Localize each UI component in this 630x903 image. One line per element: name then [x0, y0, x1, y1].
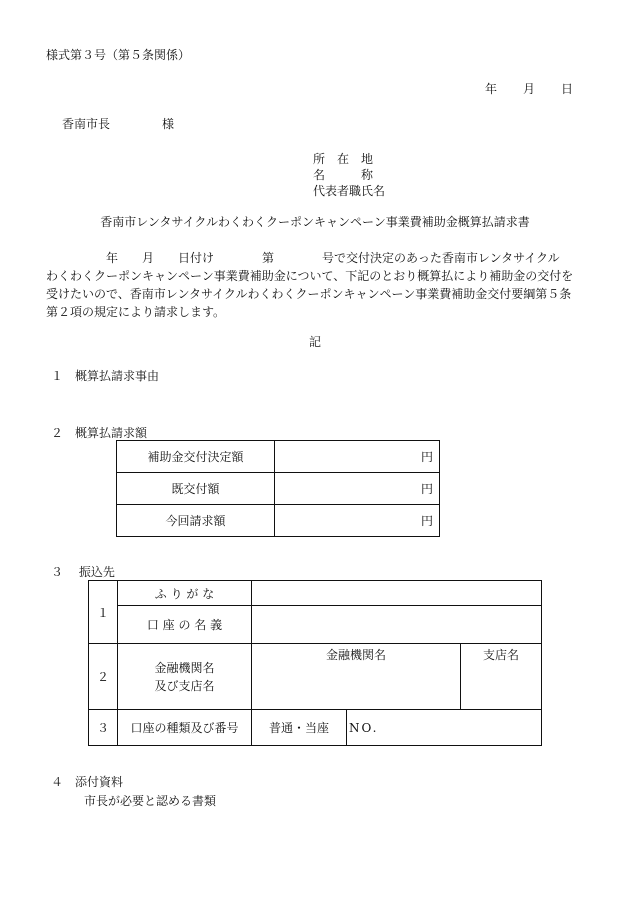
table-row — [89, 581, 542, 606]
body-line: 第２項の規定により請求します。 — [46, 305, 226, 319]
bank-account-table — [88, 580, 542, 746]
table-row — [117, 505, 440, 537]
branch-name-header: 支店名 — [482, 648, 519, 662]
addressee-honorific: 様 — [162, 117, 175, 131]
amount-table — [116, 440, 440, 537]
applicant-name-label: 名 称 — [313, 168, 374, 182]
attachment-item: 市長が必要と認める書類 — [84, 794, 217, 808]
amount-label: 今回請求額 — [117, 505, 275, 537]
account-type-option[interactable]: 普通・当座 — [252, 710, 347, 746]
branch-name-field[interactable] — [460, 644, 541, 710]
bank-branch-label — [118, 644, 252, 710]
furigana-label: ふ り が な — [118, 581, 252, 606]
amount-value-field[interactable]: 円 — [275, 441, 440, 473]
bank-branch-label-line: 及び支店名 — [154, 678, 215, 693]
table-row — [117, 441, 440, 473]
body-line: わくわくクーポンキャンペーン事業費補助金について、下記のとおり概算払により補助金の交付を — [46, 269, 574, 283]
amount-label: 補助金交付決定額 — [117, 441, 275, 473]
date-month-label: 月 — [523, 82, 536, 96]
row-number: ２ — [89, 644, 118, 710]
amount-value-field[interactable]: 円 — [275, 505, 440, 537]
date-year-label: 年 — [485, 82, 498, 96]
bank-name-field[interactable] — [252, 644, 461, 710]
account-name-label: 口 座 の 名 義 — [118, 606, 252, 644]
account-name-field[interactable] — [252, 606, 542, 644]
account-number-label: NO. — [349, 720, 379, 735]
bank-branch-label-line: 金融機関名 — [154, 660, 215, 675]
section4-heading: ４ 添付資料 — [51, 775, 124, 789]
amount-value-field[interactable]: 円 — [275, 473, 440, 505]
body-line: 年 月 日付け 第 号で交付決定のあった香南市レンタサイクル — [46, 251, 560, 265]
document-title: 香南市レンタサイクルわくわくクーポンキャンペーン事業費補助金概算払請求書 — [100, 215, 530, 229]
form-number: 様式第３号（第５条関係） — [46, 48, 191, 62]
body-line: 受けたいので、香南市レンタサイクルわくわくクーポンキャンペーン事業費補助金交付要綱第５条 — [46, 287, 572, 301]
row-number: １ — [89, 581, 118, 644]
ki-marker: 記 — [308, 335, 321, 349]
addressee — [62, 118, 174, 130]
bank-name-header: 金融機関名 — [325, 648, 386, 662]
row-number: ３ — [89, 710, 118, 746]
section1-heading: １ 概算払請求事由 — [51, 369, 160, 383]
date-day-label: 日 — [561, 82, 574, 96]
table-row — [89, 606, 542, 644]
furigana-field[interactable] — [252, 581, 542, 606]
account-number-field[interactable] — [347, 710, 542, 746]
table-row — [89, 710, 542, 746]
addressee-name: 香南市長 — [62, 117, 111, 131]
applicant-block — [313, 151, 385, 199]
amount-label: 既交付額 — [117, 473, 275, 505]
section2-heading: ２ 概算払請求額 — [51, 426, 148, 440]
applicant-address-label: 所 在 地 — [313, 152, 374, 166]
table-row — [117, 473, 440, 505]
account-type-label: 口座の種類及び番号 — [118, 710, 252, 746]
section3-heading: ３ 振込先 — [51, 565, 115, 579]
date-line — [485, 83, 573, 95]
table-row — [89, 644, 542, 710]
request-body — [46, 249, 586, 321]
applicant-representative-label: 代表者職氏名 — [313, 184, 386, 198]
